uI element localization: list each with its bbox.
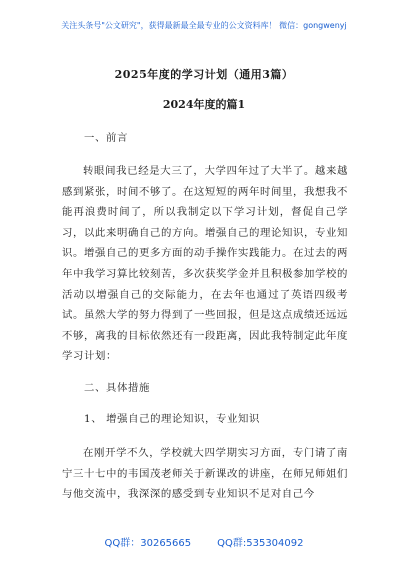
header-banner: 关注头条号"公文研究"，获得最新最全最专业的公文资料库！ 微信：gongwenyj (61, 21, 347, 30)
paragraph-intro: 转眼间我已经是大三了，大学四年过了大半了。越来越感到紧张，时间不够了。在这短短的两年时间里，我想我不能再浪费时间了，所以我制定以下学习计划，督促自己学习，以此来明确自己的方向。增强自己的理论知识，专业知识。增强自己的更多方面的动手操作实践能力。在过去的两年中我学习算比较刻苦，多次获奖学金并且积极参加学校的活动以增强自己的交际能力，在去年也通过了英语四级考试。虽然大学的努力得到了一些回报，但是这点成绩还远远不够，离我的目标依然还有一段距离，因此我特制定此年度学习计划： (62, 165, 348, 363)
footer-qq-group-1: QQ群：30265665 (104, 538, 192, 549)
sub-item-1-heading: 1、 增强自己的理论知识，专业知识 (84, 413, 260, 425)
section-heading-measures: 二、具体措施 (84, 382, 150, 394)
footer-qq-group-2: QQ群:535304092 (217, 538, 304, 549)
document-subtitle: 2024年度的篇1 (162, 98, 246, 111)
document-title: 2025年度的学习计划（通用3篇） (114, 68, 294, 81)
section-heading-intro: 一、前言 (84, 132, 128, 144)
footer-contacts (0, 534, 408, 549)
paragraph-sub-item-1: 在刚开学不久，学校就大四学期实习方面，专门请了南宁三十七中的韦国茂老师关于新课改的讲座，在师兄师姐们与他交流中，我深深的感受到专业知识不足对自己今 (62, 447, 348, 501)
